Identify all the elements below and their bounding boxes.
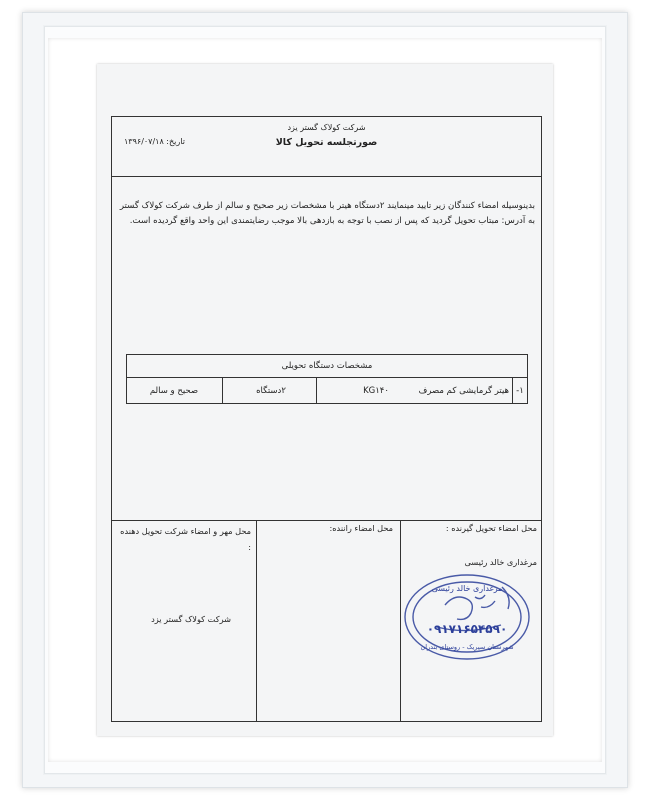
rubber-stamp-icon	[397, 567, 537, 667]
document-title: صورتجلسه تحویل کالا	[275, 137, 378, 148]
document-date: تاریخ: ۱۳۹۶/۰۷/۱۸	[124, 137, 185, 146]
column-divider	[316, 378, 317, 404]
deliverer-signature-label: محل مهر و امضاء شرکت تحویل دهنده :	[120, 526, 251, 552]
row-description: هیتر گرمایشی کم مصرف	[418, 386, 509, 396]
receiver-signature-label: محل امضاء تحویل گیرنده :	[445, 523, 537, 533]
deliverer-company: شرکت کولاک گستر یزد	[151, 614, 231, 624]
row-condition: صحیح و سالم	[149, 386, 199, 396]
signature-column-divider	[256, 520, 257, 721]
stamp-phone: ۰۹۱۷۱۶۵۴۵۹۰	[426, 622, 508, 636]
body-paragraph: بدینوسیله امضاء کنندگان زیر تایید مینمایند ۲دستگاه هیتر با مشخصات زیر صحیح و سالم از طرف شرکت کولاک گستر به آدرس: مبتاب تحویل گردید که پس از نصب با توجه به بازدهی بالا موجب رضایتمندی این واحد واقع گردیده است.	[119, 201, 535, 226]
company-header: شرکت کولاک گستر یزد	[287, 123, 366, 132]
delivery-form	[111, 116, 542, 722]
receiver-name: مرغداری خالد رئیسی	[464, 557, 537, 567]
column-divider	[222, 378, 223, 404]
stamp-address: شهرستان سیریک - روستای بندران	[420, 643, 514, 651]
specs-table-header: مشخصات دستگاه تحویلی	[127, 355, 527, 378]
row-index: ۱-	[516, 386, 524, 396]
signature-divider	[112, 520, 541, 521]
row-quantity: ۲دستگاه	[256, 386, 286, 396]
driver-signature-label: محل امضاء راننده:	[329, 523, 393, 533]
specs-table	[126, 354, 528, 404]
column-divider	[512, 378, 513, 404]
table-row	[127, 378, 527, 404]
stamp-title: مرغداری خالد رئیسی	[431, 584, 503, 593]
row-model: KG۱۴۰	[363, 386, 389, 396]
header-divider	[112, 176, 541, 177]
